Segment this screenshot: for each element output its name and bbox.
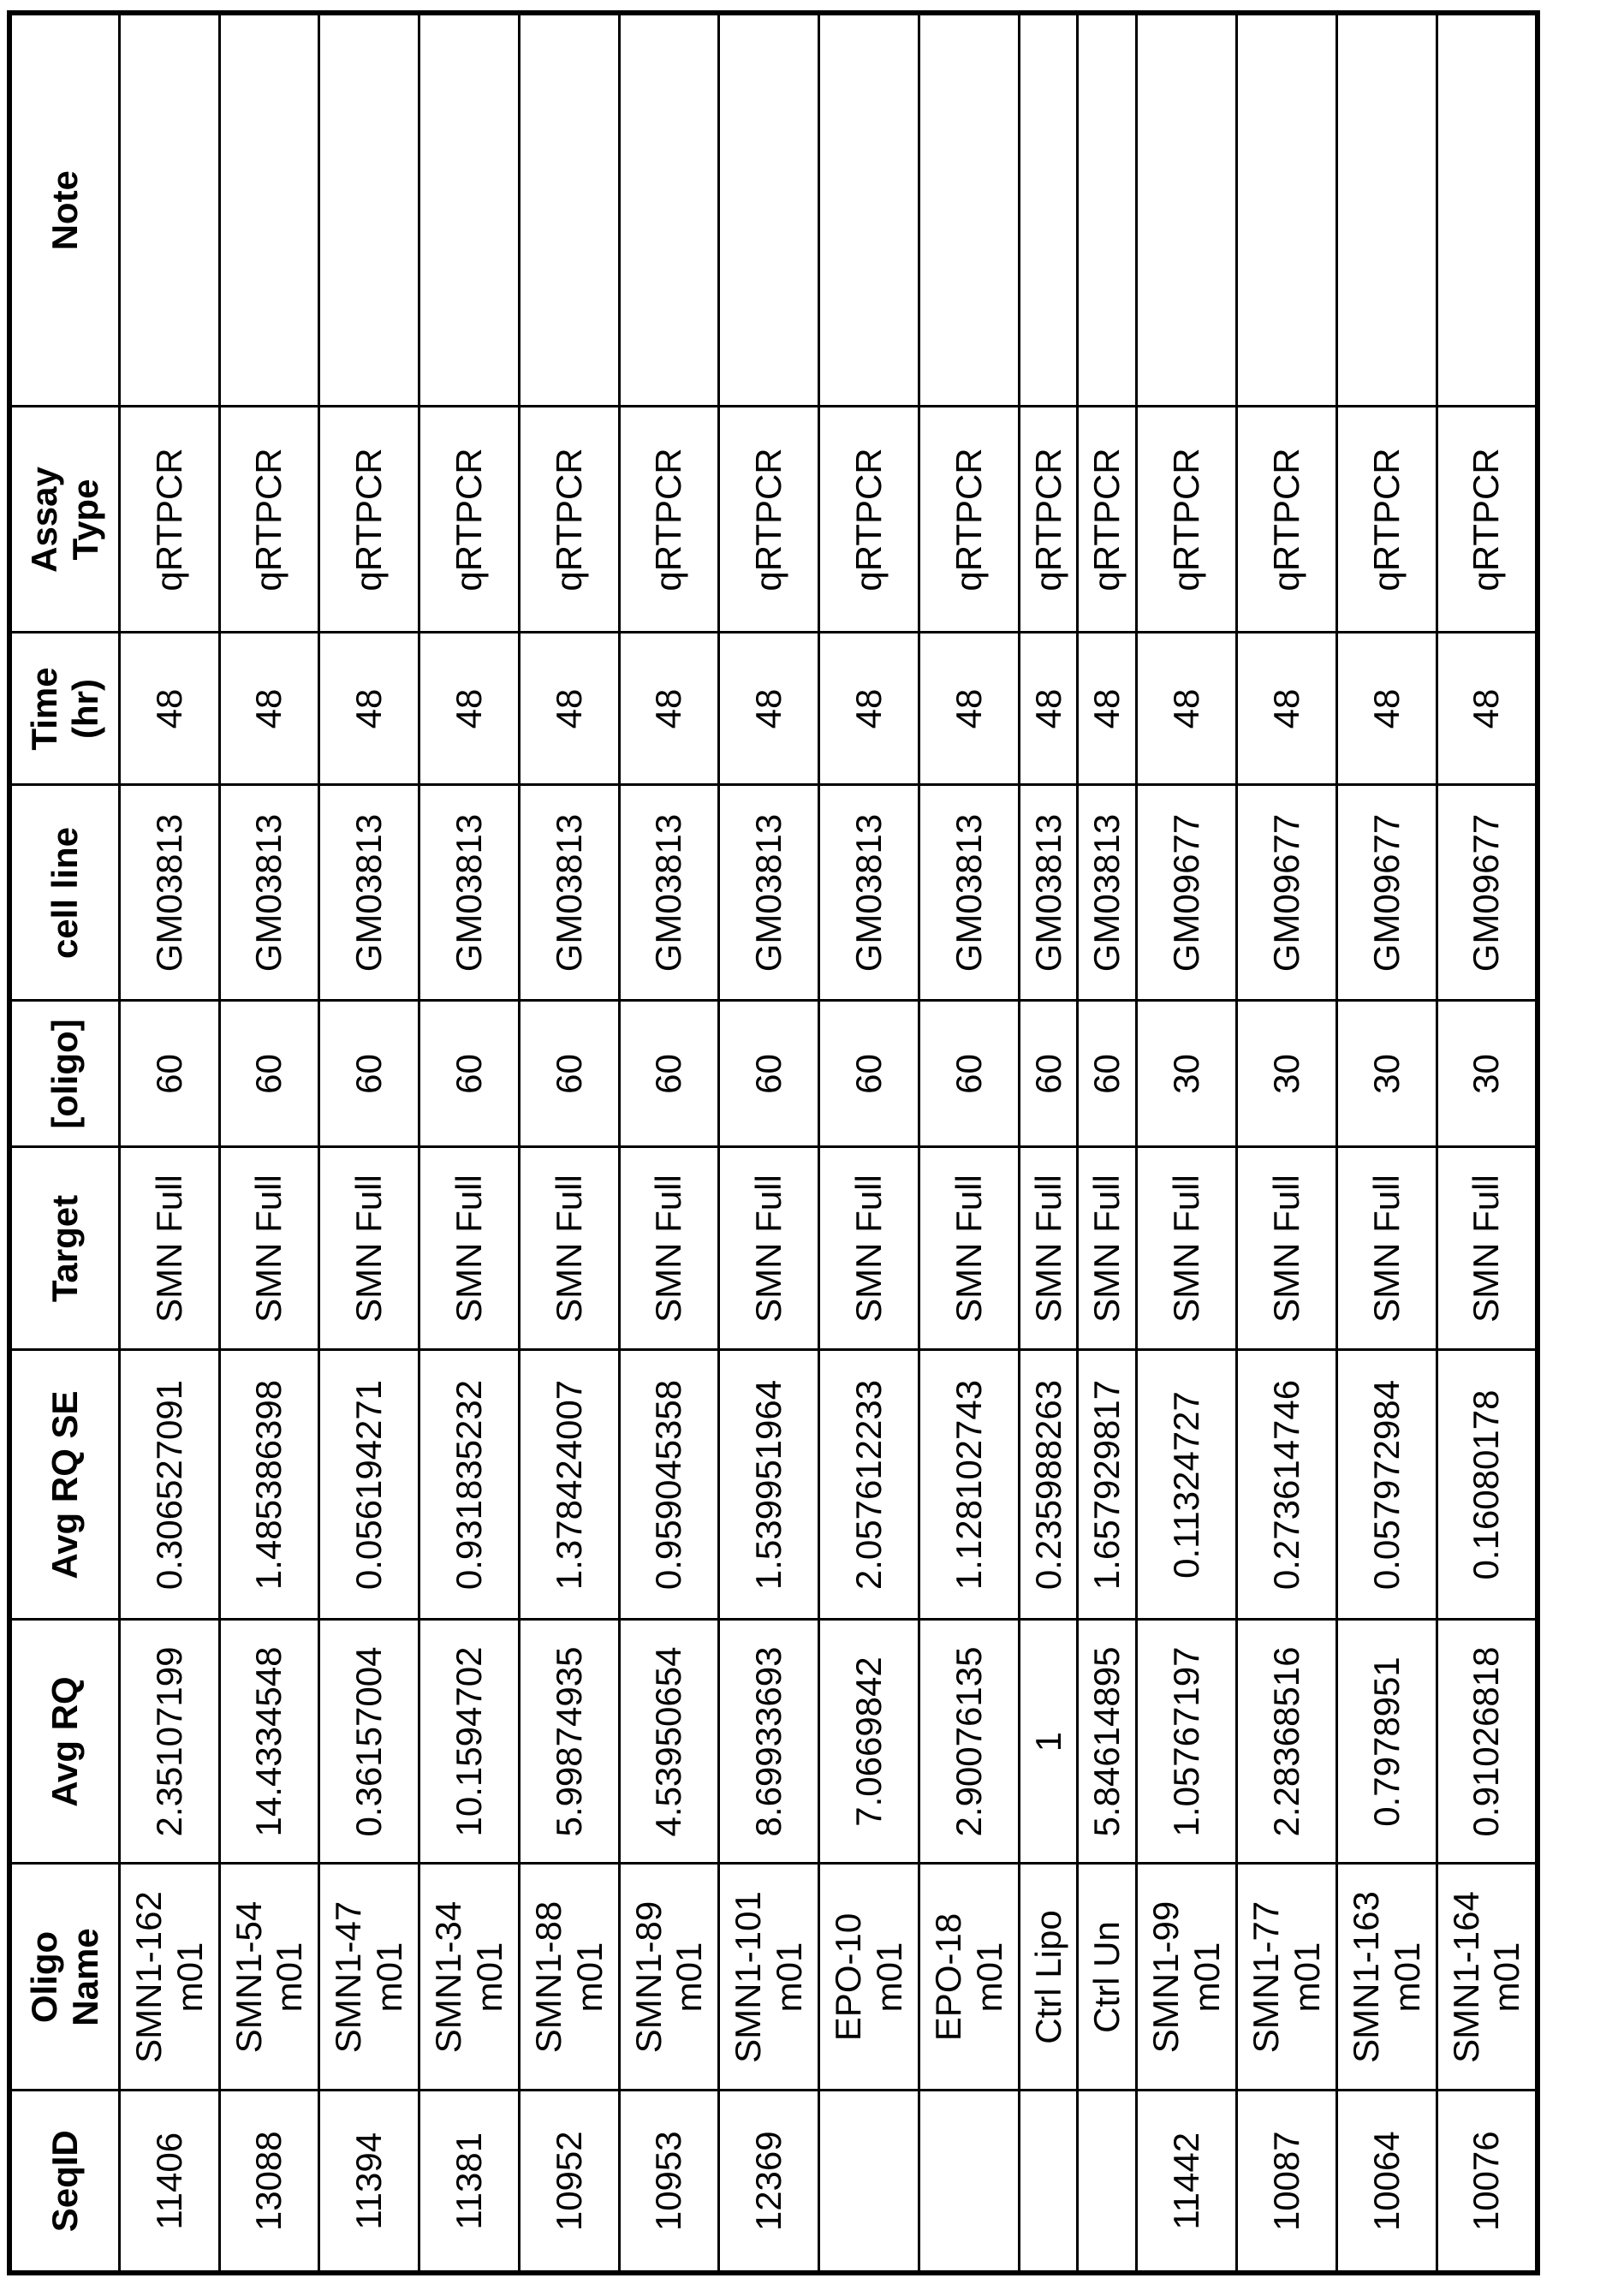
cell-assay-type: qRTPCR: [219, 407, 319, 633]
column-header-time-hr: Time (hr): [9, 633, 119, 785]
column-header-oligo-conc: [oligo]: [9, 1001, 119, 1147]
table-row: [719, 13, 819, 2273]
table-row: [1137, 13, 1237, 2273]
cell-assay-type: qRTPCR: [519, 407, 619, 633]
table-row: [219, 13, 319, 2273]
cell-avg-rq-se: 0.11324727: [1137, 1350, 1237, 1620]
cell-avg-rq: 4.53950654: [619, 1620, 719, 1864]
cell-time-hr: 48: [619, 633, 719, 785]
header-row: [9, 13, 119, 2273]
table-row: [119, 13, 219, 2273]
cell-seqid: 13088: [219, 2091, 319, 2273]
cell-oligo-name: SMN1-99 m01: [1137, 1864, 1237, 2091]
cell-cell-line: GM09677: [1137, 785, 1237, 1001]
cell-cell-line: GM03813: [419, 785, 520, 1001]
cell-cell-line: GM03813: [519, 785, 619, 1001]
cell-target: SMN Full: [219, 1147, 319, 1350]
cell-note: [619, 13, 719, 407]
cell-oligo-name: SMN1-89 m01: [619, 1864, 719, 2091]
cell-avg-rq-se: 1.378424007: [519, 1350, 619, 1620]
cell-oligo-conc: 60: [819, 1001, 919, 1147]
table-row: [1336, 13, 1437, 2273]
cell-seqid: 11381: [419, 2091, 520, 2273]
cell-assay-type: qRTPCR: [419, 407, 520, 633]
cell-cell-line: GM09677: [1437, 785, 1538, 1001]
assay-results-table: [7, 10, 1540, 2275]
cell-avg-rq: 2.28368516: [1237, 1620, 1337, 1864]
column-header-target: Target: [9, 1147, 119, 1350]
table-row: [1078, 13, 1137, 2273]
cell-assay-type: qRTPCR: [1237, 407, 1337, 633]
cell-oligo-conc: 60: [319, 1001, 419, 1147]
cell-oligo-conc: 60: [919, 1001, 1019, 1147]
cell-time-hr: 48: [1437, 633, 1538, 785]
cell-seqid: 11394: [319, 2091, 419, 2273]
cell-avg-rq: 1.05767197: [1137, 1620, 1237, 1864]
cell-oligo-name: Ctrl Lipo: [1019, 1864, 1078, 2091]
cell-note: [819, 13, 919, 407]
cell-oligo-conc: 60: [1078, 1001, 1137, 1147]
cell-cell-line: GM09677: [1237, 785, 1337, 1001]
cell-avg-rq: 0.91026818: [1437, 1620, 1538, 1864]
cell-assay-type: qRTPCR: [919, 407, 1019, 633]
cell-avg-rq-se: 1.485386398: [219, 1350, 319, 1620]
cell-cell-line: GM03813: [919, 785, 1019, 1001]
cell-oligo-conc: 60: [1019, 1001, 1078, 1147]
cell-seqid: 11406: [119, 2091, 219, 2273]
cell-avg-rq: 14.4334548: [219, 1620, 319, 1864]
cell-seqid: [919, 2091, 1019, 2273]
table-row: [1437, 13, 1538, 2273]
cell-time-hr: 48: [519, 633, 619, 785]
cell-time-hr: 48: [219, 633, 319, 785]
cell-note: [919, 13, 1019, 407]
cell-oligo-name: SMN1-164 m01: [1437, 1864, 1538, 2091]
table-row: [319, 13, 419, 2273]
cell-avg-rq-se: 1.657929817: [1078, 1350, 1137, 1620]
cell-avg-rq-se: 0.235988263: [1019, 1350, 1078, 1620]
cell-avg-rq-se: 2.057612233: [819, 1350, 919, 1620]
cell-avg-rq-se: 0.056194271: [319, 1350, 419, 1620]
cell-seqid: [1078, 2091, 1137, 2273]
cell-avg-rq: 2.35107199: [119, 1620, 219, 1864]
cell-note: [1078, 13, 1137, 407]
cell-target: SMN Full: [1019, 1147, 1078, 1350]
cell-oligo-name: SMN1-47 m01: [319, 1864, 419, 2091]
cell-target: SMN Full: [319, 1147, 419, 1350]
cell-assay-type: qRTPCR: [719, 407, 819, 633]
table-row: [1237, 13, 1337, 2273]
cell-avg-rq: 2.90076135: [919, 1620, 1019, 1864]
cell-oligo-name: SMN1-162 m01: [119, 1864, 219, 2091]
cell-note: [1336, 13, 1437, 407]
cell-note: [1237, 13, 1337, 407]
cell-oligo-name: EPO-18 m01: [919, 1864, 1019, 2091]
cell-time-hr: 48: [1078, 633, 1137, 785]
cell-seqid: 10064: [1336, 2091, 1437, 2273]
cell-time-hr: 48: [819, 633, 919, 785]
cell-assay-type: qRTPCR: [319, 407, 419, 633]
cell-target: SMN Full: [519, 1147, 619, 1350]
cell-cell-line: GM03813: [119, 785, 219, 1001]
cell-assay-type: qRTPCR: [1019, 407, 1078, 633]
cell-oligo-name: SMN1-34 m01: [419, 1864, 520, 2091]
table-row: [919, 13, 1019, 2273]
cell-note: [719, 13, 819, 407]
cell-oligo-conc: 60: [519, 1001, 619, 1147]
cell-note: [1437, 13, 1538, 407]
cell-cell-line: GM03813: [219, 785, 319, 1001]
table-row: [619, 13, 719, 2273]
cell-target: SMN Full: [619, 1147, 719, 1350]
cell-oligo-conc: 60: [219, 1001, 319, 1147]
cell-assay-type: qRTPCR: [1336, 407, 1437, 633]
cell-cell-line: GM03813: [719, 785, 819, 1001]
cell-avg-rq-se: 1.539951964: [719, 1350, 819, 1620]
cell-assay-type: qRTPCR: [1437, 407, 1538, 633]
cell-seqid: [1019, 2091, 1078, 2273]
cell-seqid: 10087: [1237, 2091, 1337, 2273]
cell-target: SMN Full: [719, 1147, 819, 1350]
table-row: [419, 13, 520, 2273]
cell-time-hr: 48: [719, 633, 819, 785]
cell-oligo-name: EPO-10 m01: [819, 1864, 919, 2091]
cell-oligo-conc: 60: [619, 1001, 719, 1147]
cell-note: [119, 13, 219, 407]
cell-target: SMN Full: [1078, 1147, 1137, 1350]
cell-oligo-name: SMN1-77 m01: [1237, 1864, 1337, 2091]
cell-assay-type: qRTPCR: [819, 407, 919, 633]
cell-seqid: 11442: [1137, 2091, 1237, 2273]
cell-avg-rq: 8.69933693: [719, 1620, 819, 1864]
table-body: [119, 13, 1538, 2273]
cell-cell-line: GM09677: [1336, 785, 1437, 1001]
cell-note: [319, 13, 419, 407]
cell-target: SMN Full: [1437, 1147, 1538, 1350]
cell-assay-type: qRTPCR: [1078, 407, 1137, 633]
cell-seqid: [819, 2091, 919, 2273]
cell-oligo-conc: 60: [119, 1001, 219, 1147]
column-header-avg-rq-se: Avg RQ SE: [9, 1350, 119, 1620]
cell-cell-line: GM03813: [319, 785, 419, 1001]
cell-avg-rq: 0.7978951: [1336, 1620, 1437, 1864]
cell-oligo-name: SMN1-88 m01: [519, 1864, 619, 2091]
cell-oligo-conc: 30: [1237, 1001, 1337, 1147]
cell-avg-rq-se: 0.16080178: [1437, 1350, 1538, 1620]
cell-oligo-name: SMN1-163 m01: [1336, 1864, 1437, 2091]
cell-note: [219, 13, 319, 407]
cell-avg-rq: 5.99874935: [519, 1620, 619, 1864]
column-header-note: Note: [9, 13, 119, 407]
cell-avg-rq-se: 1.128102743: [919, 1350, 1019, 1620]
cell-seqid: 12369: [719, 2091, 819, 2273]
column-header-seqid: SeqID: [9, 2091, 119, 2273]
cell-target: SMN Full: [119, 1147, 219, 1350]
cell-avg-rq: 7.0669842: [819, 1620, 919, 1864]
cell-cell-line: GM03813: [819, 785, 919, 1001]
cell-note: [1137, 13, 1237, 407]
table-row: [819, 13, 919, 2273]
cell-note: [419, 13, 520, 407]
cell-target: SMN Full: [419, 1147, 520, 1350]
cell-avg-rq-se: 0.306527091: [119, 1350, 219, 1620]
cell-oligo-conc: 60: [419, 1001, 520, 1147]
cell-oligo-conc: 60: [719, 1001, 819, 1147]
cell-avg-rq-se: 0.273614746: [1237, 1350, 1337, 1620]
cell-target: SMN Full: [1137, 1147, 1237, 1350]
cell-target: SMN Full: [919, 1147, 1019, 1350]
cell-avg-rq: 1: [1019, 1620, 1078, 1864]
cell-cell-line: GM03813: [619, 785, 719, 1001]
cell-target: SMN Full: [819, 1147, 919, 1350]
cell-time-hr: 48: [1237, 633, 1337, 785]
cell-assay-type: qRTPCR: [1137, 407, 1237, 633]
column-header-assay-type: Assay Type: [9, 407, 119, 633]
cell-avg-rq: 5.84614895: [1078, 1620, 1137, 1864]
cell-cell-line: GM03813: [1019, 785, 1078, 1001]
cell-note: [1019, 13, 1078, 407]
cell-avg-rq-se: 0.931835232: [419, 1350, 520, 1620]
cell-time-hr: 48: [919, 633, 1019, 785]
table-row: [1019, 13, 1078, 2273]
cell-seqid: 10952: [519, 2091, 619, 2273]
cell-time-hr: 48: [119, 633, 219, 785]
column-header-cell-line: cell line: [9, 785, 119, 1001]
cell-oligo-name: SMN1-101 m01: [719, 1864, 819, 2091]
cell-note: [519, 13, 619, 407]
cell-oligo-conc: 30: [1137, 1001, 1237, 1147]
cell-time-hr: 48: [319, 633, 419, 785]
cell-assay-type: qRTPCR: [619, 407, 719, 633]
cell-cell-line: GM03813: [1078, 785, 1137, 1001]
cell-time-hr: 48: [1336, 633, 1437, 785]
cell-seqid: 10076: [1437, 2091, 1538, 2273]
cell-time-hr: 48: [1019, 633, 1078, 785]
cell-time-hr: 48: [1137, 633, 1237, 785]
cell-time-hr: 48: [419, 633, 520, 785]
cell-target: SMN Full: [1336, 1147, 1437, 1350]
cell-target: SMN Full: [1237, 1147, 1337, 1350]
cell-oligo-name: Ctrl Un: [1078, 1864, 1137, 2091]
cell-avg-rq: 10.1594702: [419, 1620, 520, 1864]
cell-oligo-conc: 30: [1336, 1001, 1437, 1147]
cell-seqid: 10953: [619, 2091, 719, 2273]
cell-avg-rq-se: 0.959045358: [619, 1350, 719, 1620]
column-header-oligo-name: Oligo Name: [9, 1864, 119, 2091]
cell-oligo-conc: 30: [1437, 1001, 1538, 1147]
column-header-avg-rq: Avg RQ: [9, 1620, 119, 1864]
cell-avg-rq: 0.36157004: [319, 1620, 419, 1864]
cell-avg-rq-se: 0.057972984: [1336, 1350, 1437, 1620]
table-row: [519, 13, 619, 2273]
cell-oligo-name: SMN1-54 m01: [219, 1864, 319, 2091]
cell-assay-type: qRTPCR: [119, 407, 219, 633]
